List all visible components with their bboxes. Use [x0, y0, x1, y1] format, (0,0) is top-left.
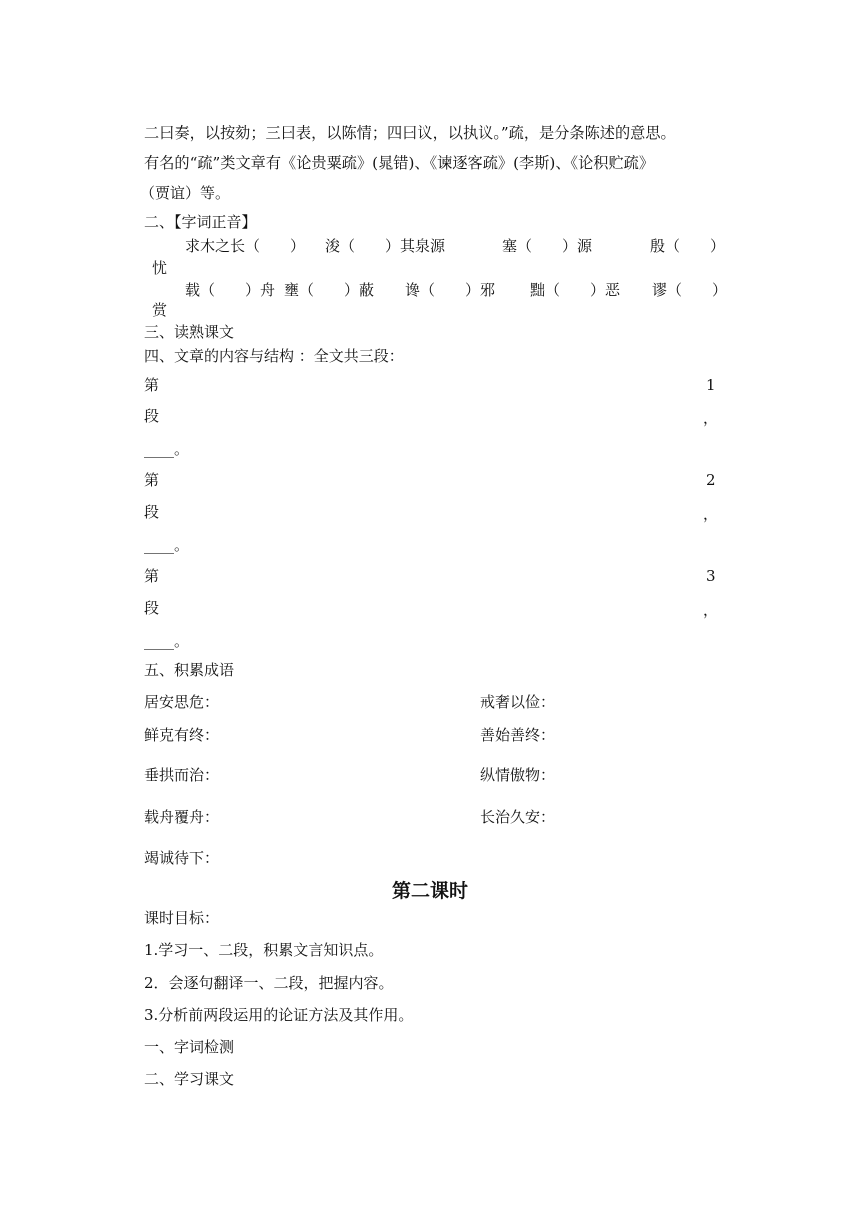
para-num: 3: [706, 567, 716, 585]
intro-line-1: 二曰奏，以按劾；三曰表，以陈情；四曰议，以执议。”疏，是分条陈述的意思。: [144, 124, 676, 142]
idiom-item: 居安思危：: [144, 693, 220, 711]
para-num: 1: [706, 376, 716, 394]
para-di: 第: [144, 567, 160, 585]
para-comma: ，: [703, 409, 719, 427]
goal-label: 课时目标：: [144, 909, 220, 927]
pron-item: 谬（ ）: [652, 281, 728, 299]
section-heading-pronunciation: 二、【字词正音】: [144, 213, 257, 231]
idiom-item: 长治久安：: [480, 808, 556, 826]
para-di: 第: [144, 471, 160, 489]
para-duan: 段: [144, 503, 160, 521]
pron-item: 求木之长（ ）: [185, 237, 306, 255]
pron-item: 浚（ ）其泉源: [325, 237, 446, 255]
pron-item: 黜（ ）恶: [530, 281, 621, 299]
para-comma: ，: [703, 601, 719, 619]
pron-item: 壅（ ）蔽: [284, 281, 375, 299]
idiom-item: 戒奢以俭：: [480, 693, 556, 711]
lesson-title: 第二课时: [391, 880, 468, 902]
para-tail: ____。: [144, 440, 190, 458]
pron-item: 殷（ ）: [650, 237, 726, 255]
section-heading-structure: 四、文章的内容与结构 ：全文共三段：: [144, 347, 404, 365]
idiom-item: 纵情傲物：: [480, 766, 556, 784]
idiom-item: 垂拱而治：: [144, 766, 220, 784]
para-tail: ____。: [144, 632, 190, 650]
para-duan: 段: [144, 599, 160, 617]
idiom-item: 鲜克有终：: [144, 726, 220, 744]
idiom-item: 竭诚待下：: [144, 849, 220, 867]
para-duan: 段: [144, 407, 160, 425]
intro-line-3: （贾谊）等。: [140, 184, 231, 202]
para-comma: ，: [703, 505, 719, 523]
idiom-item: 载舟覆舟：: [144, 808, 220, 826]
para-num: 2: [706, 471, 716, 489]
pron-item: 塞（ ）源: [502, 237, 593, 255]
intro-line-2: 有名的“疏”类文章有《论贵粟疏》(晁错)、《谏逐客疏》(李斯)、《论积贮疏》: [144, 154, 655, 172]
section-heading-idioms: 五、积累成语: [144, 661, 235, 679]
section-heading-read: 三、读熟课文: [144, 323, 235, 341]
step-heading: 一、字词检测: [144, 1038, 235, 1056]
para-tail: ____。: [144, 536, 190, 554]
goal-item: 3.分析前两段运用的论证方法及其作用。: [144, 1006, 414, 1024]
step-heading: 二、学习课文: [144, 1070, 235, 1088]
pron-item: 载（ ）舟: [185, 281, 276, 299]
pron-item: 谗（ ）邪: [405, 281, 496, 299]
goal-item: 1.学习一、二段，积累文言知识点。: [144, 941, 384, 959]
idiom-item: 善始善终：: [480, 726, 556, 744]
pron-wrap: 忧: [152, 259, 168, 277]
pron-wrap: 赏: [152, 301, 168, 319]
para-di: 第: [144, 376, 160, 394]
goal-item: 2．会逐句翻译一、二段，把握内容。: [144, 974, 394, 992]
